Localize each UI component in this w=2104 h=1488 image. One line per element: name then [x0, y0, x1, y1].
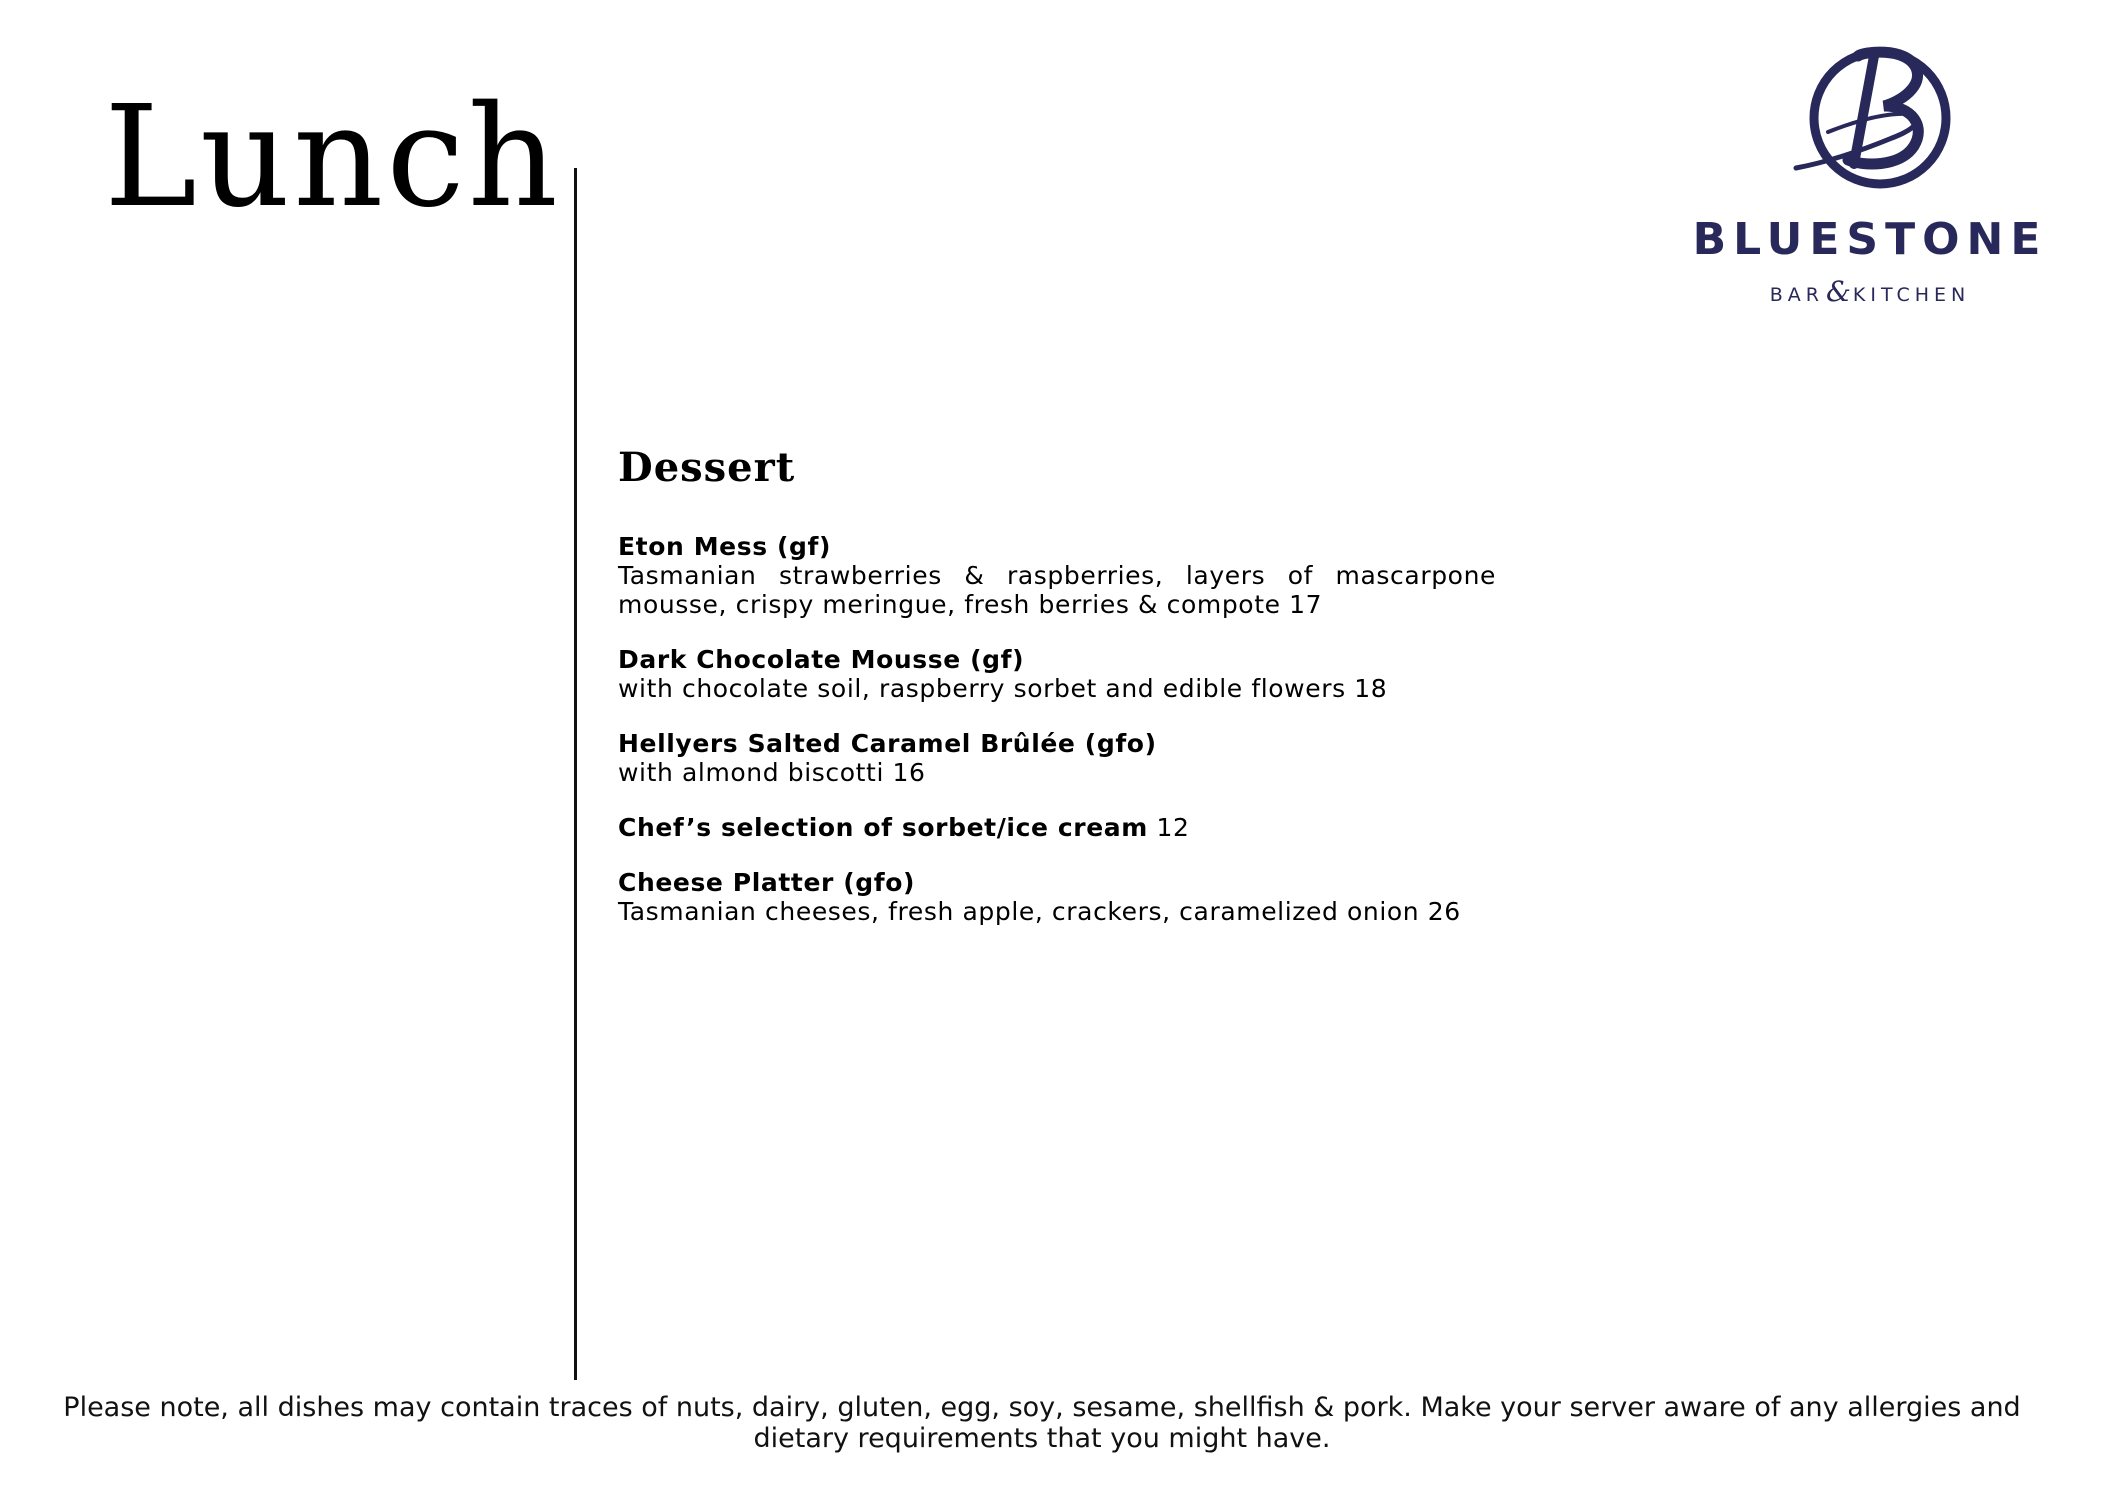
menu-item-name: Chef’s selection of sorbet/ice cream — [618, 813, 1148, 842]
menu-item — [618, 729, 1496, 787]
menu-item-name: Cheese Platter (gfo) — [618, 868, 916, 897]
allergy-note: Please note, all dishes may contain traces of nuts, dairy, gluten, egg, soy, sesame, shellfish & pork. Make your server aware of any allergies and dietary requirements that you might have. — [63, 1392, 2021, 1454]
section-title: Dessert — [618, 444, 796, 491]
bluestone-logo — [1690, 42, 2050, 312]
menu-item-price: 12 — [1147, 813, 1190, 842]
menu-item-name: Eton Mess (gf) — [618, 532, 832, 561]
menu-item-name: Dark Chocolate Mousse (gf) — [618, 645, 1025, 674]
logo-subtitle — [1690, 275, 2050, 308]
menu-item — [618, 868, 1496, 926]
menu-item-desc: Tasmanian strawberries & raspberries, layers of mascarpone mousse, crispy meringue, fresh berries & compote 17 — [618, 561, 1496, 619]
menu-item — [618, 813, 1496, 842]
logo-sub-right: KITCHEN — [1852, 284, 1971, 306]
menu-item — [618, 532, 1496, 619]
logo-b-monogram-icon — [1788, 42, 1958, 192]
menu-item — [618, 645, 1496, 703]
logo-sub-amp: & — [1825, 275, 1851, 308]
menu-item-name: Hellyers Salted Caramel Brûlée (gfo) — [618, 729, 1157, 758]
menu-item-desc: with chocolate soil, raspberry sorbet and edible flowers 18 — [618, 674, 1388, 703]
logo-sub-left: BAR — [1769, 284, 1824, 306]
dessert-menu — [618, 444, 1496, 952]
page-title: Lunch — [104, 76, 561, 239]
logo-wordmark: BLUESTONE — [1692, 214, 2048, 265]
vertical-divider — [574, 168, 577, 1380]
menu-item-desc: with almond biscotti 16 — [618, 758, 926, 787]
menu-item-desc: Tasmanian cheeses, fresh apple, crackers, caramelized onion 26 — [618, 897, 1461, 926]
